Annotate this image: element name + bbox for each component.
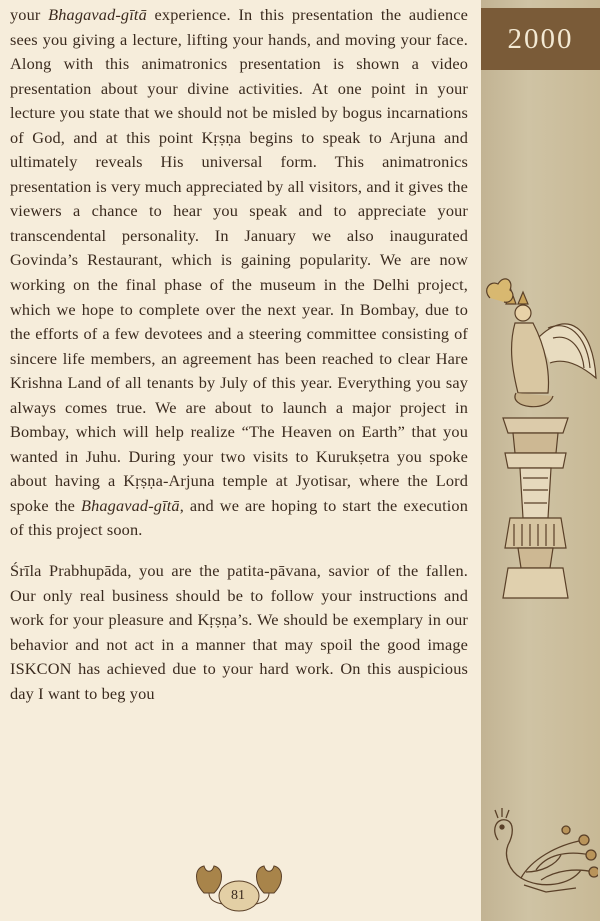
book-title: Bhagavad-gītā	[48, 5, 147, 24]
text-run: , and we are hoping to start the execution of this project soon.	[10, 495, 469, 540]
peacock-illustration	[486, 800, 598, 900]
book-title: Bhagavad-gītā	[81, 495, 180, 515]
year-label: 2000	[481, 8, 600, 70]
body-text	[10, 3, 468, 706]
paragraph-1	[10, 3, 468, 543]
text-run: your	[10, 5, 49, 24]
text-run: experience. In this presentation the audience sees you giving a lecture, lifting your hands, and moving your face. Along with this animatronics presentation is shown a video presentation about your divine activities. At one point in your lecture you state that we should not be misled by bogus incarnations of God, and at this point Kṛṣṇa begins to speak to Arjuna and ultimately reveals His universal form. This animatronics presentation is very much appreciated by all visitors, and it gives the viewers a chance to hear you speak and to appreciate your transcendental personality. In January we also inaugurated Govinda’s Restaurant, which is gaining popularity. We are now working on the final phase of the museum in the Delhi project, which we hope to complete over the next year. In Bombay, due to the efforts of a few devotees and a steering committee consisting of sincere life members, an agreement has been reached to clear Hare Krishna Land of all tenants by July of this year. Everything you say always comes true. We are about to launch a major project in Bombay, which will help realize “The Heaven on Earth” that you wanted in Juhu. During your two visits to Kurukṣetra you spoke about having a Kṛṣṇa-Arjuna temple at Jyotisar, where the Lord spoke the	[10, 5, 468, 515]
page-number: 81	[231, 888, 245, 903]
paragraph-2: Śrīla Prabhupāda, you are the patita-pāvana, savior of the fallen. Our only real business should be to follow your instructions and work for your pleasure and Kṛṣṇa’s. We should be exemplary in our behavior and not act in a manner that may spoil the good image ISKCON has achieved due to your hard work. On this auspicious day I want to beg you	[10, 561, 468, 703]
angel-on-pillar-illustration	[478, 268, 598, 608]
